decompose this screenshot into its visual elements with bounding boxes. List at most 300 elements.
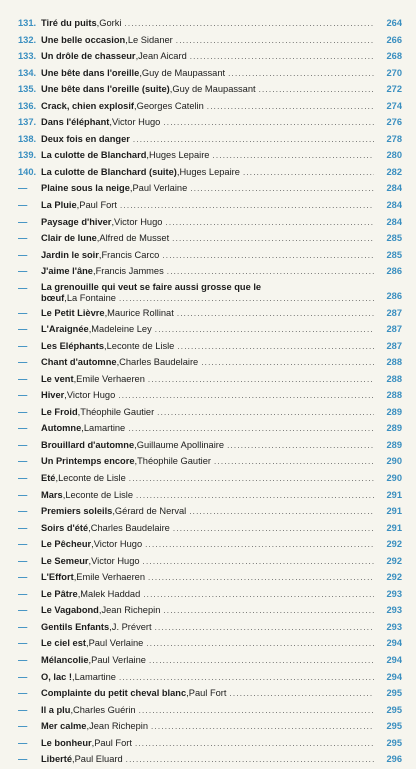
- entry-number: —: [18, 456, 28, 467]
- dot-leader: [228, 66, 374, 83]
- entry-number: —: [18, 340, 28, 351]
- dot-leader: [207, 99, 374, 116]
- entry-separator: ,: [88, 555, 92, 566]
- entry-author: Huges Lepaire: [179, 166, 240, 177]
- entry-text: [41, 371, 376, 389]
- entry-separator: ,: [104, 340, 107, 351]
- entry-text: [41, 404, 376, 422]
- entry-number: —: [18, 216, 28, 227]
- entry-separator: ,: [176, 166, 180, 177]
- dot-leader: [128, 421, 374, 438]
- entry-separator: ,: [186, 688, 189, 699]
- toc-entry: [0, 354, 416, 371]
- entry-title: Crack, chien explosif: [41, 100, 135, 111]
- dot-leader: [163, 603, 374, 620]
- entry-page-number: 264: [386, 18, 402, 28]
- toc-entry: [0, 569, 416, 586]
- entry-author: La Fontaine: [66, 293, 116, 304]
- entry-author: Paul Fort: [79, 200, 117, 211]
- entry-title: Soirs d'été: [41, 522, 89, 533]
- entry-page-number: 287: [386, 307, 402, 318]
- entry-title: Les Eléphants: [41, 340, 105, 351]
- dot-leader: [133, 132, 374, 149]
- entry-separator: ,: [85, 638, 89, 649]
- entry-title: Complainte du petit cheval blanc: [41, 688, 187, 699]
- entry-page-number: 286: [386, 290, 402, 301]
- entry-author: Paul Verlaine: [132, 183, 188, 194]
- entry-author: Guillaume Apollinaire: [136, 439, 225, 450]
- toc-entry: [0, 702, 416, 719]
- entry-number: —: [18, 555, 28, 566]
- entry-author: Jean Richepin: [101, 605, 161, 616]
- entry-number: 137.: [18, 117, 37, 128]
- entry-separator: ,: [129, 183, 133, 194]
- entry-text: [41, 536, 376, 554]
- entry-text: [41, 230, 376, 248]
- entry-text: [41, 751, 376, 769]
- dot-leader: [229, 686, 374, 703]
- toc-entry: [0, 718, 416, 735]
- entry-author: Maurice Rollinat: [107, 307, 174, 318]
- toc-entry: [0, 453, 416, 470]
- entry-number: —: [18, 324, 28, 335]
- entry-number: 136.: [18, 100, 37, 111]
- entry-separator: ,: [72, 754, 75, 765]
- toc-entry: [0, 81, 416, 98]
- entry-page-number: 289: [386, 406, 402, 417]
- toc-entry: [0, 420, 416, 437]
- toc-entry: [0, 669, 416, 686]
- dot-leader: [118, 388, 374, 405]
- entry-page-number: 292: [386, 555, 402, 566]
- dot-leader: [136, 488, 374, 505]
- entry-author: Paul Verlaine: [91, 655, 146, 666]
- entry-text: [41, 586, 376, 604]
- entry-number: 132.: [18, 34, 37, 45]
- entry-number: —: [18, 539, 28, 550]
- entry-separator: ,: [73, 572, 77, 583]
- dot-leader: [155, 620, 374, 637]
- entry-text: [41, 503, 376, 521]
- entry-title-continued: bœuf: [41, 293, 65, 304]
- entry-number: —: [18, 704, 28, 715]
- entry-separator: ,: [146, 150, 149, 161]
- entry-page-number: 292: [386, 572, 402, 583]
- toc-entry: [0, 32, 416, 49]
- entry-title: Clair de lune: [41, 233, 97, 244]
- dot-leader: [149, 653, 374, 670]
- entry-separator: ,: [77, 588, 81, 599]
- toc-entry: [0, 131, 416, 148]
- entry-page-number: 282: [386, 166, 402, 177]
- entry-title: La culotte de Blanchard: [41, 150, 147, 161]
- entry-text: [41, 131, 376, 149]
- entry-separator: ,: [86, 721, 90, 732]
- entry-author: Charles Guérin: [73, 704, 136, 715]
- entry-page-number: 294: [386, 655, 402, 666]
- entry-title: Jardin le soir: [41, 249, 99, 260]
- entry-author: Malek Haddad: [80, 588, 141, 599]
- entry-separator: ,: [98, 249, 102, 260]
- toc-entry: [0, 371, 416, 388]
- entry-separator: ,: [96, 18, 100, 28]
- dot-leader: [212, 148, 374, 165]
- entry-separator: ,: [70, 704, 74, 715]
- entry-number: —: [18, 638, 28, 649]
- entry-number: —: [18, 373, 28, 384]
- entry-title: Tiré du puits: [41, 18, 97, 28]
- dot-leader: [148, 570, 374, 587]
- entry-author: Victor Hugo: [66, 390, 116, 401]
- entry-number: —: [18, 621, 28, 632]
- entry-number: —: [18, 506, 28, 517]
- entry-author: Madeleine Ley: [91, 324, 152, 335]
- entry-title: Il a plu: [41, 704, 71, 715]
- entry-text: [41, 520, 376, 538]
- entry-number: —: [18, 737, 28, 748]
- entry-author: Charles Baudelaire: [90, 522, 170, 533]
- toc-entry: [0, 652, 416, 669]
- entry-title: Le vent: [41, 373, 74, 384]
- entry-page-number: 286: [386, 266, 402, 277]
- toc-entry: [0, 65, 416, 82]
- entry-author: Paul Fort: [188, 688, 227, 699]
- toc-entry: [0, 536, 416, 553]
- entry-title: Le Froid: [41, 406, 78, 417]
- entry-separator: ,: [88, 655, 92, 666]
- entry-separator: ,: [109, 621, 112, 632]
- entry-number: —: [18, 572, 28, 583]
- entry-separator: ,: [91, 539, 94, 550]
- entry-author: Alfred de Musset: [99, 233, 170, 244]
- entry-author: Paul Eluard: [74, 754, 123, 765]
- entry-author: Jean Aicard: [138, 51, 187, 62]
- entry-title: Hiver: [41, 390, 65, 401]
- dot-leader: [259, 82, 374, 99]
- entry-page-number: 266: [386, 34, 402, 45]
- entry-text: [41, 32, 376, 50]
- entry-number: —: [18, 307, 28, 318]
- entry-number: —: [18, 233, 28, 244]
- entry-title: Mélancolie: [41, 655, 89, 666]
- dot-leader: [146, 636, 374, 653]
- entry-text: [41, 619, 376, 637]
- entry-title: Chant d'automne: [41, 357, 117, 368]
- entry-number: —: [18, 423, 28, 434]
- entry-separator: ,: [134, 439, 137, 450]
- entry-title: Dans l'éléphant: [41, 117, 110, 128]
- dot-leader: [143, 554, 374, 571]
- entry-author: Paul Verlaine: [88, 638, 144, 649]
- entry-title: Une bête dans l'oreille (suite): [41, 84, 170, 95]
- dot-leader: [177, 339, 374, 356]
- entry-author: Victor Hugo: [93, 539, 143, 550]
- entry-text: [41, 164, 376, 182]
- entry-text: [41, 48, 376, 66]
- entry-page-number: 294: [386, 638, 402, 649]
- entry-number: —: [18, 671, 28, 682]
- entry-separator: ,: [96, 233, 100, 244]
- entry-separator: ,: [77, 406, 81, 417]
- entry-text: [41, 437, 376, 455]
- entry-title: La Pluie: [41, 200, 77, 211]
- entry-page-number: 288: [386, 357, 402, 368]
- entry-page-number: 284: [386, 216, 402, 227]
- entry-title: Paysage d'hiver: [41, 216, 112, 227]
- dot-leader: [177, 306, 374, 323]
- entry-text: [41, 487, 376, 505]
- entry-text: [41, 685, 376, 703]
- entry-separator: ,: [72, 671, 75, 682]
- entry-separator: ,: [76, 200, 80, 211]
- entry-separator: ,: [73, 373, 77, 384]
- entry-number: 138.: [18, 133, 37, 144]
- entry-page-number: 291: [386, 522, 402, 533]
- toc-entry: [0, 487, 416, 504]
- entry-number: 135.: [18, 84, 37, 95]
- entry-author: Lamartine: [83, 423, 126, 434]
- entry-text: [41, 98, 376, 116]
- entry-number: —: [18, 357, 28, 368]
- dot-leader: [126, 752, 374, 769]
- entry-author: Leconte de Lisle: [65, 489, 134, 500]
- entry-page-number: 289: [386, 439, 402, 450]
- entry-page-number: 270: [386, 67, 402, 78]
- entry-author: Théophile Gautier: [80, 406, 155, 417]
- toc-entry: [0, 685, 416, 702]
- entry-text: [41, 263, 376, 281]
- dot-leader: [151, 719, 374, 736]
- entry-separator: ,: [64, 390, 67, 401]
- entry-text: [41, 114, 376, 132]
- entry-title: Mer calme: [41, 721, 87, 732]
- entry-text: [41, 635, 376, 653]
- entry-separator: ,: [98, 605, 102, 616]
- entry-title: L'Effort: [41, 572, 74, 583]
- entry-text: [41, 81, 376, 99]
- entry-separator: ,: [64, 293, 67, 304]
- entry-number: —: [18, 406, 28, 417]
- dot-leader: [165, 215, 374, 232]
- entry-separator: ,: [81, 423, 84, 434]
- entry-page-number: 288: [386, 373, 402, 384]
- entry-title: Le Semeur: [41, 555, 89, 566]
- entry-text: [41, 470, 376, 488]
- entry-title: J'aime l'âne: [41, 266, 93, 277]
- entry-separator: ,: [139, 67, 142, 78]
- dot-leader: [189, 504, 374, 521]
- entry-text: [41, 282, 376, 305]
- toc-entry: [0, 520, 416, 537]
- dot-leader: [190, 49, 374, 66]
- entry-page-number: 288: [386, 390, 402, 401]
- entry-title: Un Printemps encore: [41, 456, 135, 467]
- toc-entry: [0, 197, 416, 214]
- entry-author: Victor Hugo: [91, 555, 140, 566]
- entry-page-number: 287: [386, 340, 402, 351]
- entry-separator: ,: [109, 117, 112, 128]
- entry-separator: ,: [169, 84, 173, 95]
- entry-number: —: [18, 282, 28, 293]
- entry-page-number: 293: [386, 605, 402, 616]
- entry-text: [41, 387, 376, 405]
- entry-separator: ,: [116, 357, 120, 368]
- entry-author: Victor Hugo: [111, 117, 161, 128]
- entry-number: 139.: [18, 150, 37, 161]
- toc-entry: [0, 214, 416, 231]
- toc-entry: [0, 147, 416, 164]
- entry-text: [41, 214, 376, 232]
- entry-separator: ,: [134, 456, 138, 467]
- toc-entry: [0, 280, 416, 305]
- entry-text: [41, 321, 376, 339]
- entry-page-number: 284: [386, 183, 402, 194]
- entry-number: —: [18, 249, 28, 260]
- entry-title: Un drôle de chasseur: [41, 51, 136, 62]
- entry-separator: ,: [88, 522, 91, 533]
- dot-leader: [201, 355, 374, 372]
- entry-title: Eté: [41, 473, 56, 484]
- toc-entry: [0, 503, 416, 520]
- toc-entry: [0, 553, 416, 570]
- entry-text: [41, 197, 376, 215]
- entry-author: Lamartine: [74, 671, 116, 682]
- entry-number: —: [18, 390, 28, 401]
- dot-leader: [162, 248, 374, 265]
- entry-title: Le Petit Lièvre: [41, 307, 105, 318]
- entry-title: Gentils Enfants: [41, 621, 110, 632]
- entry-author: Théophile Gautier: [137, 456, 212, 467]
- toc-entry: [0, 305, 416, 322]
- toc-entry: [0, 247, 416, 264]
- dot-leader: [157, 405, 374, 422]
- entry-author: Gorki: [99, 18, 122, 28]
- entry-title: La grenouille qui veut se faire aussi grosse que le: [41, 281, 262, 292]
- entry-separator: ,: [88, 324, 92, 335]
- entry-page-number: 295: [386, 737, 402, 748]
- entry-page-number: 295: [386, 704, 402, 715]
- entry-text: [41, 15, 376, 33]
- entry-text: [41, 702, 376, 720]
- entry-title: Le bonheur: [41, 737, 92, 748]
- entry-separator: ,: [62, 489, 66, 500]
- entry-number: —: [18, 266, 28, 277]
- toc-entry: [0, 48, 416, 65]
- dot-leader: [143, 587, 374, 604]
- entry-separator: ,: [135, 51, 139, 62]
- entry-author: Huges Lepaire: [148, 150, 210, 161]
- entry-page-number: 285: [386, 233, 402, 244]
- entry-text: [41, 65, 376, 83]
- entry-page-number: 278: [386, 133, 402, 144]
- entry-title: Premiers soleils: [41, 506, 113, 517]
- toc-entry: [0, 114, 416, 131]
- entry-title: Automne: [41, 423, 82, 434]
- entry-author: Emile Verhaeren: [76, 572, 146, 583]
- toc-entry: [0, 387, 416, 404]
- entry-text: [41, 553, 376, 571]
- entry-author: Francis Carco: [101, 249, 160, 260]
- entry-separator: ,: [134, 100, 137, 111]
- entry-page-number: 293: [386, 588, 402, 599]
- entry-number: 134.: [18, 67, 37, 78]
- entry-title: Brouillard d'automne: [41, 439, 135, 450]
- entry-page-number: 268: [386, 51, 402, 62]
- entry-title: Deux fois en danger: [41, 133, 130, 144]
- entry-page-number: 280: [386, 150, 402, 161]
- dot-leader: [120, 198, 374, 215]
- entry-text: [41, 338, 376, 356]
- entry-page-number: 284: [386, 200, 402, 211]
- entry-text: [41, 247, 376, 265]
- entry-text: [41, 354, 376, 372]
- entry-separator: ,: [125, 34, 128, 45]
- entry-text: [41, 718, 376, 736]
- dot-leader: [173, 521, 374, 538]
- entry-text: [41, 652, 376, 670]
- dot-leader: [243, 165, 374, 182]
- entry-number: —: [18, 522, 28, 533]
- entry-title: Le Pêcheur: [41, 539, 92, 550]
- entry-number: —: [18, 605, 28, 616]
- table-of-contents: [0, 15, 416, 768]
- toc-entry: [0, 735, 416, 752]
- entry-text: [41, 669, 376, 687]
- dot-leader: [145, 537, 374, 554]
- entry-page-number: 291: [386, 489, 402, 500]
- toc-entry: [0, 263, 416, 280]
- entry-author: Leconte de Lisle: [58, 473, 126, 484]
- toc-entry: [0, 98, 416, 115]
- entry-page-number: 290: [386, 456, 402, 467]
- entry-title: Le ciel est: [41, 638, 86, 649]
- entry-author: Guy de Maupassant: [172, 84, 256, 95]
- entry-text: [41, 147, 376, 165]
- entry-number: —: [18, 183, 28, 194]
- entry-title: O, lac !: [41, 671, 73, 682]
- entry-text: [41, 602, 376, 620]
- toc-entry: [0, 751, 416, 768]
- entry-number: —: [18, 489, 28, 500]
- entry-title: Mars: [41, 489, 63, 500]
- entry-separator: ,: [104, 307, 108, 318]
- entry-title: Le Pâtre: [41, 588, 78, 599]
- entry-page-number: 292: [386, 539, 402, 550]
- entry-text: [41, 453, 376, 471]
- entry-text: [41, 420, 376, 438]
- toc-entry: [0, 164, 416, 181]
- entry-text: [41, 180, 376, 198]
- entry-page-number: 293: [386, 621, 402, 632]
- dot-leader: [163, 115, 374, 132]
- toc-entry: [0, 15, 416, 32]
- entry-number: —: [18, 439, 28, 450]
- entry-separator: ,: [91, 737, 95, 748]
- entry-page-number: 291: [386, 506, 402, 517]
- entry-author: Leconte de Lisle: [106, 340, 175, 351]
- entry-number: —: [18, 655, 28, 666]
- dot-leader: [129, 471, 374, 488]
- entry-title: L'Araignée: [41, 324, 89, 335]
- entry-number: —: [18, 721, 28, 732]
- entry-number: 133.: [18, 51, 37, 62]
- toc-entry: [0, 586, 416, 603]
- dot-leader: [167, 264, 374, 281]
- entry-author: Le Sidaner: [127, 34, 173, 45]
- toc-entry: [0, 619, 416, 636]
- entry-separator: ,: [55, 473, 59, 484]
- dot-leader: [172, 231, 374, 248]
